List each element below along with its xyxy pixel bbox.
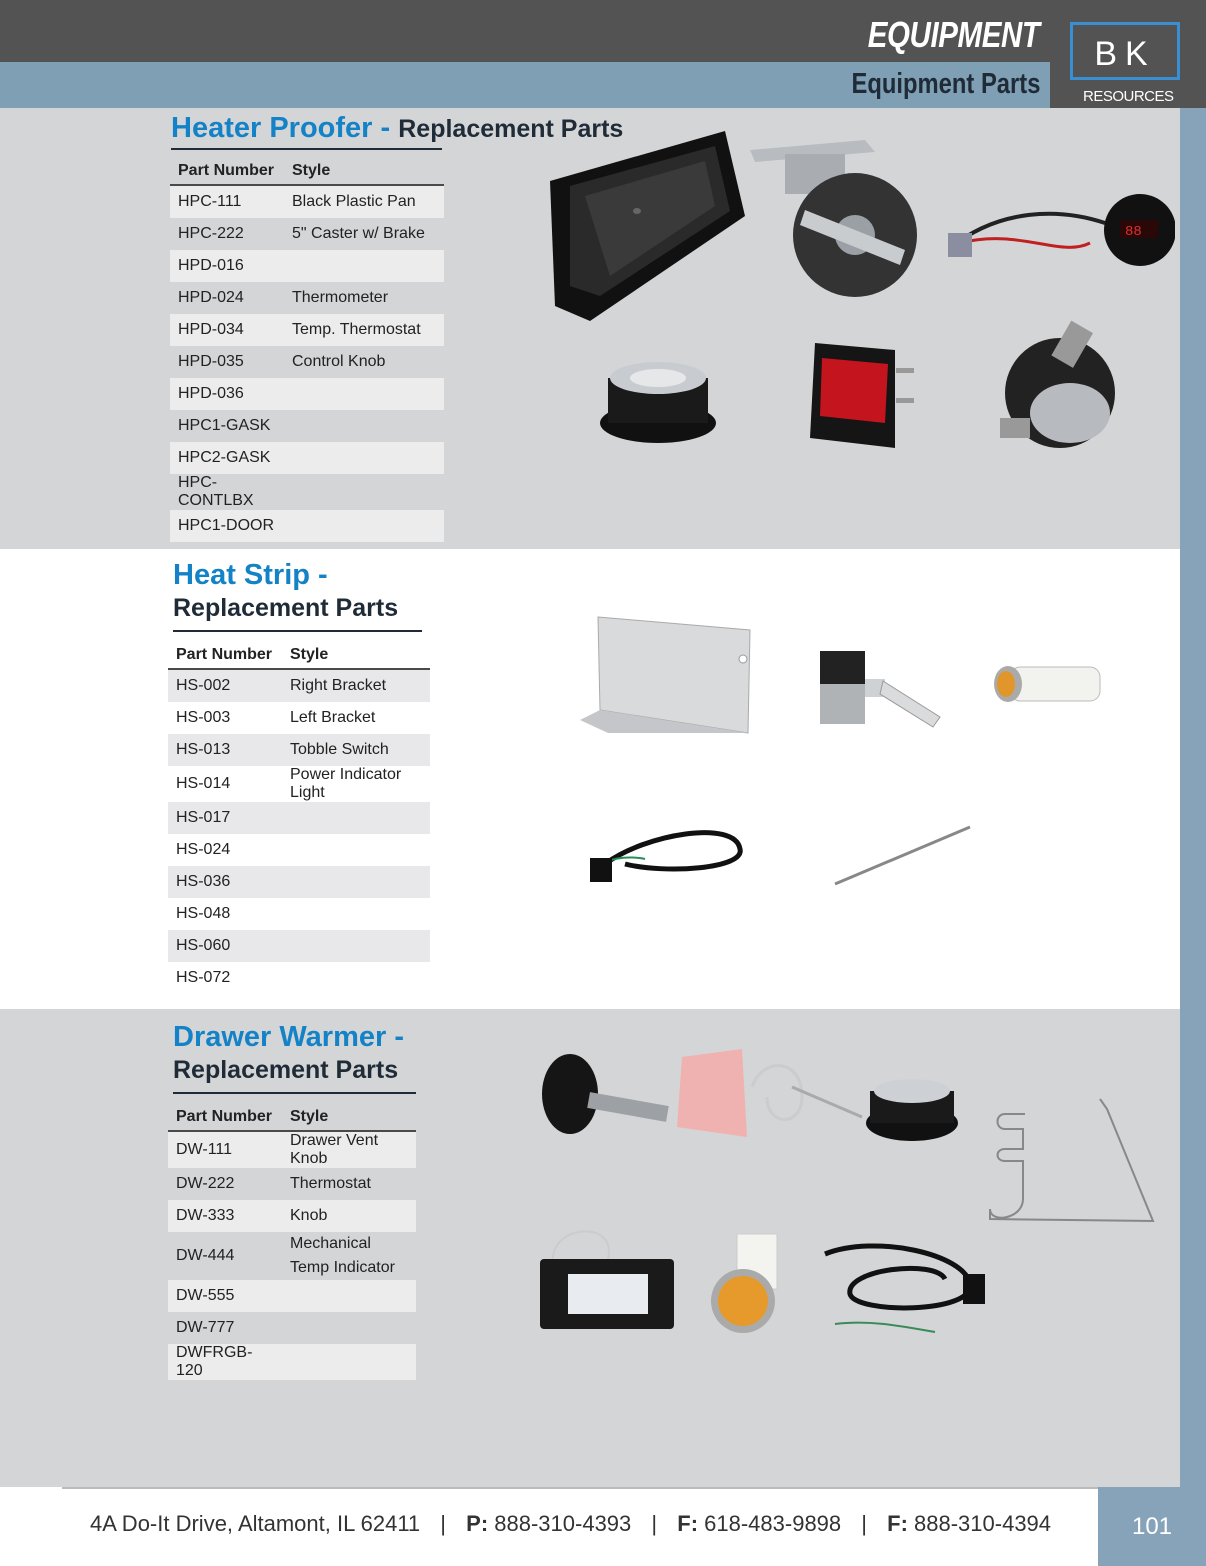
footer-address: 4A Do-It Drive, Altamont, IL 62411	[90, 1511, 421, 1536]
table-row	[168, 1344, 416, 1380]
table-row	[170, 346, 444, 378]
phone-label: P:	[466, 1511, 489, 1536]
part-number: HS-013	[168, 734, 282, 766]
fax-value: 618-483-9898	[704, 1511, 842, 1536]
table-row	[168, 1280, 416, 1312]
part-number: HPC1-GASK	[170, 410, 284, 442]
fax-label: F:	[887, 1511, 908, 1536]
part-number: HPC-111	[170, 185, 284, 218]
thermometer-image	[940, 188, 1175, 288]
wire-rack-image	[985, 1089, 1160, 1229]
part-style: Tobble Switch	[282, 734, 430, 766]
part-style	[282, 802, 430, 834]
part-number: HS-060	[168, 930, 282, 962]
part-number: HS-036	[168, 866, 282, 898]
section-title-sub: Replacement Parts	[398, 115, 624, 143]
heater-proofer-section	[0, 108, 1180, 549]
category-title: EQUIPMENT	[868, 14, 1040, 55]
footer-separator: |	[861, 1511, 867, 1536]
toggle-switch-image	[805, 639, 950, 739]
part-number: HS-072	[168, 962, 282, 994]
part-style	[284, 410, 444, 442]
parts-table	[168, 1102, 416, 1380]
table-row	[170, 378, 444, 410]
part-style: Mechanical Temp Indicator	[282, 1232, 416, 1280]
section-title-sub: Replacement Parts	[173, 594, 399, 622]
table-row	[168, 898, 430, 930]
indicator-light-image	[988, 659, 1120, 709]
black-plastic-pan-image	[540, 126, 750, 326]
drawer-indicator-light-image	[705, 1229, 790, 1334]
part-number: DW-555	[168, 1280, 282, 1312]
table-row	[168, 962, 430, 994]
table-row	[168, 930, 430, 962]
footer-contact	[90, 1511, 1051, 1537]
fax-label: F:	[677, 1511, 699, 1536]
table-row	[168, 1200, 416, 1232]
col-header-style: Style	[282, 1102, 416, 1131]
table-row	[170, 442, 444, 474]
table-row	[168, 734, 430, 766]
table-row	[170, 282, 444, 314]
logo-word: RESOURCES	[1083, 88, 1174, 105]
part-number: HS-014	[168, 766, 282, 802]
footer-divider	[62, 1487, 1102, 1489]
mechanical-temp-indicator-image	[538, 1219, 678, 1334]
footer	[0, 1487, 1206, 1566]
table-row	[170, 314, 444, 346]
part-style: Thermometer	[284, 282, 444, 314]
table-row	[168, 1131, 416, 1168]
part-style: Power Indicator Light	[282, 766, 430, 802]
col-header-part: Part Number	[168, 1102, 282, 1131]
section-title-sub: Replacement Parts	[173, 1056, 399, 1084]
part-style	[282, 930, 430, 962]
table-row	[170, 410, 444, 442]
part-number: HPD-016	[170, 250, 284, 282]
col-header-part: Part Number	[168, 640, 282, 669]
part-number: HPC-222	[170, 218, 284, 250]
part-number: HPD-024	[170, 282, 284, 314]
part-number: HS-002	[168, 669, 282, 702]
heating-element-image	[830, 819, 975, 889]
part-number: HS-048	[168, 898, 282, 930]
part-style: 5" Caster w/ Brake	[284, 218, 444, 250]
part-style	[282, 1344, 416, 1380]
part-number: DW-444	[168, 1232, 282, 1280]
part-style	[282, 962, 430, 994]
table-row	[168, 702, 430, 734]
table-row	[170, 474, 444, 510]
parts-table	[170, 156, 444, 542]
part-style	[284, 442, 444, 474]
title-underline	[171, 148, 442, 150]
part-style	[284, 250, 444, 282]
power-cord-image	[585, 824, 750, 894]
footer-separator: |	[440, 1511, 447, 1536]
control-knob-image	[598, 348, 718, 448]
table-row	[170, 218, 444, 250]
part-number: DW-333	[168, 1200, 282, 1232]
part-number: HPC2-GASK	[170, 442, 284, 474]
heat-strip-section	[0, 549, 1180, 1009]
part-style	[284, 510, 444, 542]
table-row	[168, 1168, 416, 1200]
part-number: HPC1-DOOR	[170, 510, 284, 542]
thermostat-switch-image	[800, 338, 930, 453]
part-number: HPD-034	[170, 314, 284, 346]
right-edge-strip	[1180, 108, 1206, 1566]
table-row	[168, 766, 430, 802]
subcategory-title: Equipment Parts	[851, 68, 1040, 100]
part-style: Right Bracket	[282, 669, 430, 702]
part-number: HPD-035	[170, 346, 284, 378]
table-row	[170, 185, 444, 218]
table-row	[168, 1312, 416, 1344]
parts-table	[168, 640, 430, 994]
section-title-main: Heat Strip -	[173, 559, 328, 591]
part-style	[282, 1280, 416, 1312]
part-style	[282, 834, 430, 866]
part-number: HS-017	[168, 802, 282, 834]
table-row	[168, 1232, 416, 1280]
table-row	[168, 669, 430, 702]
table-row	[170, 510, 444, 542]
col-header-style: Style	[284, 156, 444, 185]
part-number: HS-003	[168, 702, 282, 734]
part-style: Left Bracket	[282, 702, 430, 734]
drawer-power-cord-image	[815, 1234, 990, 1349]
drawer-vent-knob-image	[538, 1049, 673, 1149]
part-number: DWFRGB-120	[168, 1344, 282, 1380]
part-style	[282, 1312, 416, 1344]
section-title	[173, 1021, 404, 1085]
title-underline	[173, 630, 422, 632]
part-style: Temp. Thermostat	[284, 314, 444, 346]
bk-resources-logo	[1050, 0, 1206, 108]
part-style	[284, 474, 444, 510]
part-style: Control Knob	[284, 346, 444, 378]
fax-value: 888-310-4394	[914, 1511, 1052, 1536]
part-number: DW-111	[168, 1131, 282, 1168]
section-title-main: Heater Proofer -	[171, 112, 399, 144]
logo-letters: BK	[1070, 22, 1180, 80]
part-number: HS-024	[168, 834, 282, 866]
svg-text:88: 88	[1125, 224, 1142, 240]
title-underline	[173, 1092, 416, 1094]
thermostat-image	[990, 318, 1130, 458]
table-row	[170, 250, 444, 282]
col-header-style: Style	[282, 640, 430, 669]
drawer-warmer-section	[0, 1009, 1180, 1487]
section-title	[173, 559, 398, 623]
part-style	[282, 898, 430, 930]
part-number: DW-777	[168, 1312, 282, 1344]
part-style	[282, 866, 430, 898]
table-row	[168, 802, 430, 834]
table-row	[168, 866, 430, 898]
part-style: Drawer Vent Knob	[282, 1131, 416, 1168]
part-style	[284, 378, 444, 410]
part-style: Thermostat	[282, 1168, 416, 1200]
caster-wheel-image	[745, 140, 935, 300]
part-style: Black Plastic Pan	[284, 185, 444, 218]
part-number: HPC-CONTLBX	[170, 474, 284, 510]
phone-value: 888-310-4393	[494, 1511, 632, 1536]
page-number: 101	[1098, 1487, 1206, 1566]
part-style: Knob	[282, 1200, 416, 1232]
drawer-knob-image	[862, 1071, 962, 1146]
part-number: DW-222	[168, 1168, 282, 1200]
part-number: HPD-036	[170, 378, 284, 410]
footer-separator: |	[651, 1511, 658, 1536]
section-title-main: Drawer Warmer -	[173, 1021, 405, 1053]
drawer-thermostat-image	[672, 1047, 867, 1147]
col-header-part: Part Number	[170, 156, 284, 185]
table-row	[168, 834, 430, 866]
bracket-image	[578, 615, 758, 735]
